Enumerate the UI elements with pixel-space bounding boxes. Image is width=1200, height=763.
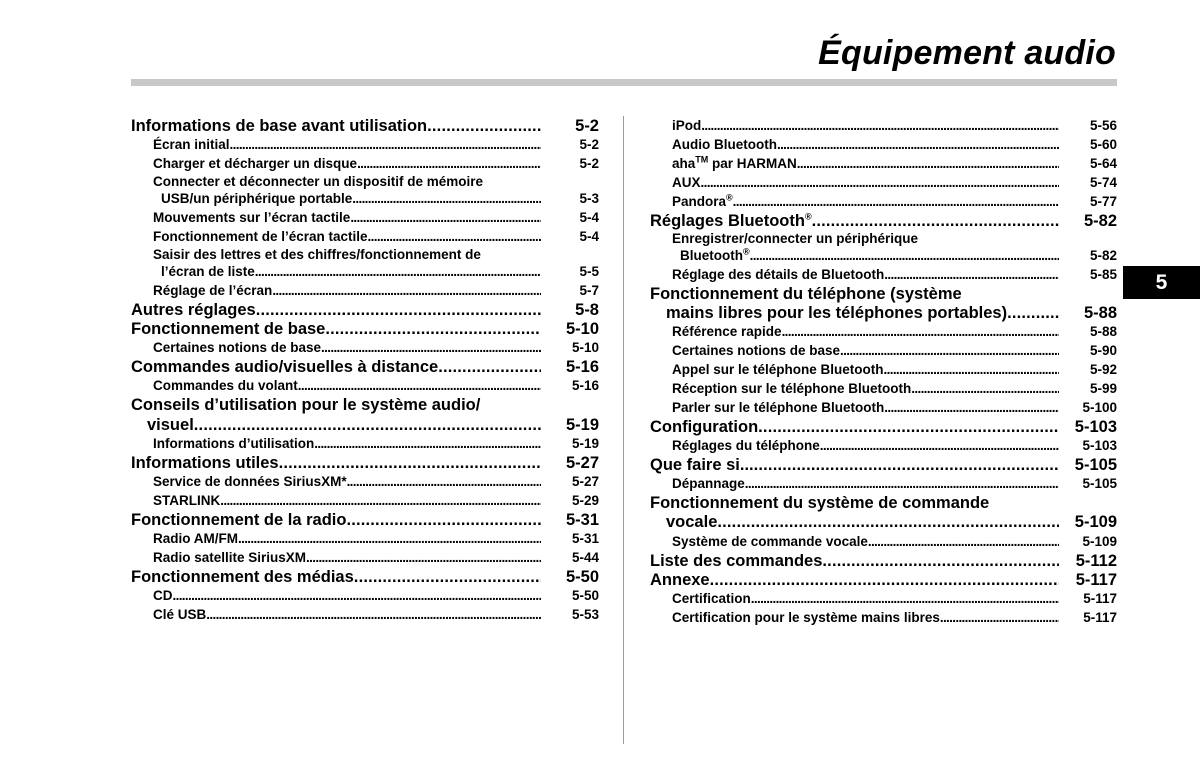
toc-entry-title [131,358,438,377]
toc-page-number: 5-3 [579,191,599,207]
dot-leader [357,155,541,174]
toc-entry-title [672,609,940,628]
toc-entry-title [153,339,321,358]
toc-entry-title [131,301,256,320]
trademark-mark: ® [804,211,812,222]
dot-leader [255,263,541,282]
toc-page-number: 5-105 [1074,455,1117,474]
toc-page-number: 5-10 [565,319,599,338]
toc-entry-title [666,513,717,532]
dot-leader [797,155,1059,174]
toc-page-number: 5-19 [565,415,599,434]
toc-entry-title-text: Audio Bluetooth [672,136,777,152]
toc-page-number: 5-29 [571,493,599,509]
dot-leader [427,117,541,136]
toc-entry-title-text: Fonctionnement de base [131,319,326,338]
chapter-tab: 5 [1123,266,1200,299]
toc-entry-title-suffix: par HARMAN [708,155,797,171]
dot-leader [347,473,541,492]
toc-entry-title-text: Radio AM/FM [153,531,238,547]
toc-page-number: 5-85 [1089,266,1117,282]
dot-leader [822,552,1059,571]
trademark-mark: ® [726,192,733,203]
toc-section-entry[interactable] [131,416,599,435]
dot-leader [733,193,1059,212]
toc-entry-title [680,247,750,266]
toc-page-number: 5-5 [579,263,599,279]
toc-entry-title [672,323,782,342]
dot-leader [368,228,541,247]
dot-leader [272,282,541,301]
toc-subsection-entry[interactable] [131,155,599,174]
toc-page-number: 5-117 [1083,610,1117,626]
toc-entry-title-text: Pandora [672,193,727,209]
toc-entry-title [672,174,701,193]
toc-page-number: 5-88 [1083,303,1117,322]
toc-page-number: 5-92 [1089,362,1117,378]
dot-leader [314,435,541,454]
toc-entry-title-text: Réglage de l’écran [153,282,273,298]
toc-entry-title-text: Réception sur le téléphone Bluetooth [672,380,912,396]
dot-leader [782,323,1059,342]
toc-entry-title-text: Référence rapide [672,324,782,340]
toc-page-number: 5-90 [1089,343,1117,359]
toc-page-number: 5-27 [565,453,599,472]
toc-entry-title [650,571,710,590]
toc-entry-title-text: Commandes audio/visuelles à distance [131,358,439,377]
toc-entry-title-text: Informations d’utilisation [153,435,315,451]
toc-entry-title-text: Certification [672,591,751,607]
dot-leader [745,475,1059,494]
toc-entry-title-text: Fonctionnement de la radio [131,510,347,529]
toc-page-number: 5-109 [1082,533,1117,549]
title-rule [131,79,1117,86]
toc-subsection-entry[interactable] [131,190,599,209]
toc-section-entry[interactable] [131,511,599,530]
toc-entry-title-text: Service de données SiriusXM* [153,474,347,490]
toc-entry-title [672,437,820,456]
dot-leader [812,212,1059,231]
toc-page-number: 5-117 [1075,570,1117,589]
toc-entry-title-text: Appel sur le téléphone Bluetooth [672,362,884,378]
toc-entry-text-line: Connecter et déconnecter un dispositif de mémoire [153,174,484,190]
toc-page-number: 5-117 [1083,591,1117,607]
toc-entry-title [131,117,427,136]
toc-subsection-entry[interactable] [650,155,1117,174]
toc-entry-title [650,552,822,571]
toc-page-number: 5-50 [565,568,599,587]
toc-subsection-entry[interactable] [131,282,599,301]
toc-entry-title [153,492,220,511]
toc-page-number: 5-2 [579,137,599,153]
toc-entry-title [153,136,230,155]
toc-entry-title [672,533,868,552]
toc-entry-title-text: Écran initial [153,137,230,153]
toc-section-entry[interactable] [131,454,599,473]
toc-subsection-entry[interactable] [650,136,1117,155]
toc-entry-title [672,117,701,136]
toc-subsection-entry[interactable] [650,266,1117,285]
toc-entry-title-text: vocale [666,513,718,532]
dot-leader [751,590,1059,609]
dot-leader [173,587,542,606]
toc-entry-text-line: Fonctionnement du téléphone (système [650,284,962,303]
dot-leader [279,454,541,473]
toc-page-number: 5-50 [571,588,599,604]
toc-entry-title-text: mains libres pour les téléphones portables) [666,303,1008,322]
toc-entry-title-text: Mouvements sur l’écran tactile [153,210,351,226]
toc-section-entry[interactable] [650,552,1117,571]
trademark-mark: TM [695,154,709,165]
toc-page-number: 5-103 [1082,438,1117,454]
toc-page-number: 5-53 [571,607,599,623]
toc-page-number: 5-4 [579,228,599,244]
toc-entry-title [153,282,272,301]
toc-entry-title [131,320,325,339]
toc-entry-title [672,193,733,212]
dot-leader [298,377,541,396]
toc-page-number: 5-60 [1089,136,1117,152]
dot-leader [206,606,541,625]
page-title: Équipement audio [818,34,1116,72]
toc-entry-title-text: Commandes du volant [153,378,298,394]
column-divider [623,116,624,744]
toc-entry-title [153,549,306,568]
toc-page-number: 5-99 [1089,380,1117,396]
toc-entry-title [153,473,347,492]
toc-entry-title-text: AUX [672,174,701,190]
toc-page-number: 5-31 [565,510,599,529]
toc-page-number: 5-31 [571,531,599,547]
toc-page-number: 5-109 [1074,513,1117,532]
toc-subsection-entry[interactable] [131,492,599,511]
toc-entry-title-text: l’écran de liste [161,263,255,279]
toc-section-entry[interactable] [650,456,1117,475]
toc-entry-title [666,304,1007,323]
toc-entry-title-text: Réglages Bluetooth [650,211,805,230]
toc-entry-title-text: Charger et décharger un disque [153,156,358,172]
dot-leader [306,549,541,568]
toc-page-number: 5-16 [571,378,599,394]
toc-entry-title [672,155,797,174]
toc-subsection-entry[interactable] [650,380,1117,399]
toc-page-number: 5-2 [575,117,599,135]
toc-page-number: 5-74 [1089,174,1117,190]
dot-leader [911,380,1059,399]
toc-page-number: 5-10 [571,340,599,356]
toc-entry-title [131,568,354,587]
toc-section-entry[interactable] [650,304,1117,323]
toc-subsection-entry[interactable] [131,530,599,549]
dot-leader [820,437,1059,456]
dot-leader [777,136,1059,155]
toc-page-number: 5-8 [575,300,599,319]
toc-page-number: 5-27 [571,474,599,490]
toc-entry-title [650,456,754,475]
dot-leader [346,511,541,530]
toc-subsection-entry[interactable] [131,435,599,454]
toc-section-entry[interactable] [131,320,599,339]
toc-entry-title-text: CD [153,588,173,604]
toc-entry-title-text: Configuration [650,417,759,436]
toc-page-number: 5-7 [579,282,599,298]
dot-leader [220,492,541,511]
toc-entry-title-text: Que faire si... [650,455,754,474]
dot-leader [710,571,1059,590]
toc-page-number: 5-112 [1075,551,1117,570]
toc-subsection-entry[interactable] [650,247,1117,266]
toc-subsection-entry[interactable] [131,606,599,625]
toc-left-column [131,117,599,625]
dot-leader [840,342,1059,361]
toc-subsection-entry[interactable] [650,399,1117,418]
toc-entry-title-text: Réglages du téléphone [672,438,820,454]
toc-page-number: 5-100 [1082,399,1117,415]
toc-subsection-entry[interactable] [650,117,1117,136]
toc-entry-title-text: Autres réglages [131,300,256,319]
toc-entry-title-text: Certification pour le système mains libres [672,610,940,626]
dot-leader [754,456,1059,475]
dot-leader [884,266,1059,285]
toc-entry-text-line: Fonctionnement du système de commande [650,494,990,513]
toc-page-number: 5-64 [1089,155,1117,171]
dot-leader [884,361,1059,380]
toc-page-number: 5-103 [1074,417,1117,436]
toc-entry-title [153,155,357,174]
toc-entry-title [672,475,745,494]
toc-page-number: 5-88 [1089,324,1117,340]
toc-entry-title [672,380,911,399]
toc-section-entry[interactable] [650,571,1117,590]
dot-leader [758,418,1059,437]
dot-leader [321,339,541,358]
toc-entry-title-text: Clé USB [153,607,207,623]
toc-subsection-entry[interactable] [131,228,599,247]
toc-subsection-entry[interactable] [650,342,1117,361]
toc-subsection-entry[interactable] [131,339,599,358]
toc-subsection-entry[interactable] [131,587,599,606]
toc-entry-text-line: Conseils d’utilisation pour le système audio/ [131,396,481,415]
toc-entry-title-text: Fonctionnement de l’écran tactile [153,228,368,244]
toc-entry-title-text: Réglage des détails de Bluetooth [672,266,885,282]
toc-entry-title [161,190,352,209]
toc-subsection-entry[interactable] [650,193,1117,212]
toc-entry-title-text: Système de commande vocale [672,533,868,549]
toc-page-number: 5-77 [1089,193,1117,209]
toc-page-number: 5-2 [579,156,599,172]
toc-entry-title [153,606,206,625]
dot-leader [256,301,541,320]
toc-entry-title-text: iPod [672,118,702,133]
dot-leader [701,174,1059,193]
toc-entry-title-text: USB/un périphérique portable [161,191,353,207]
toc-page-number: 5-56 [1089,118,1117,133]
toc-entry-title-text: Informations de base avant utilisation [131,117,428,135]
toc-page-number: 5-4 [579,210,599,226]
toc-entry-title [672,399,884,418]
toc-entry-text-line: Saisir des lettres et des chiffres/fonctionnement de [153,246,481,262]
toc-section-entry[interactable] [131,301,599,320]
toc-entry-title-text: Fonctionnement des médias [131,568,354,587]
toc-section-entry[interactable] [131,358,599,377]
toc-entry-title-text: Radio satellite SiriusXM [153,550,307,566]
toc-entry-title-text: Liste des commandes [650,551,823,570]
toc-entry-title [153,587,173,606]
toc-entry-title [672,342,840,361]
toc-entry-text-line: Enregistrer/connecter un périphérique [672,230,919,246]
dot-leader [352,190,541,209]
toc-page-number: 5-105 [1082,476,1117,492]
toc-entry-title-text: STARLINK [153,493,221,509]
toc-subsection-entry[interactable] [131,377,599,396]
toc-entry-title [153,530,238,549]
toc-entry-title [672,590,751,609]
toc-subsection-entry[interactable] [131,209,599,228]
dot-leader [238,530,541,549]
toc-entry-title-text: Certaines notions de base [672,343,841,359]
toc-entry-title [131,454,279,473]
toc-entry-title-text: Bluetooth [680,247,743,263]
toc-entry-title [153,228,368,247]
trademark-mark: ® [743,246,750,257]
toc-subsection-entry[interactable] [650,609,1117,628]
toc-entry-title [650,212,812,231]
toc-entry-title [153,209,350,228]
toc-subsection-entry[interactable] [650,174,1117,193]
dot-leader [940,609,1059,628]
toc-subsection-entry[interactable] [131,549,599,568]
toc-section-entry[interactable] [650,212,1117,231]
toc-entry-title-text: Certaines notions de base [153,340,322,356]
toc-section-entry[interactable] [131,568,599,587]
dot-leader [350,209,541,228]
toc-entry-title-text: Parler sur le téléphone Bluetooth [672,399,885,415]
toc-entry-title-text: visuel [147,415,194,434]
toc-subsection-entry[interactable] [131,263,599,282]
toc-page-number: 5-82 [1089,247,1117,263]
dot-leader [325,320,541,339]
toc-entry-title [672,136,777,155]
dot-leader [701,117,1059,136]
dot-leader [230,136,541,155]
toc-subsection-entry[interactable] [650,323,1117,342]
toc-subsection-entry[interactable] [131,136,599,155]
dot-leader [1007,304,1059,323]
toc-section-entry[interactable] [650,513,1117,532]
dot-leader [438,358,541,377]
toc-section-entry[interactable] [131,117,599,136]
toc-entry-title-text: aha [672,155,696,171]
toc-entry-title [161,263,255,282]
toc-subsection-entry[interactable] [650,533,1117,552]
toc-entry-title [650,418,758,437]
toc-entry-title [153,377,298,396]
dot-leader [717,513,1059,532]
toc-subsection-entry[interactable] [650,361,1117,380]
toc-entry-title-text: Annexe [650,570,710,589]
toc-subsection-entry[interactable] [131,473,599,492]
toc-subsection-entry[interactable] [650,590,1117,609]
toc-entry-title [147,416,194,435]
toc-entry-title [672,361,884,380]
toc-right-column [650,117,1117,628]
dot-leader [354,568,541,587]
toc-page-number: 5-19 [571,435,599,451]
toc-subsection-entry[interactable] [650,475,1117,494]
toc-page-number: 5-82 [1083,211,1117,230]
dot-leader [868,533,1059,552]
toc-entry-title [153,435,314,454]
dot-leader [750,247,1059,266]
toc-page-number: 5-44 [571,550,599,566]
dot-leader [884,399,1059,418]
toc-entry-title-text: Informations utiles [131,453,279,472]
toc-entry-title-text: Dépannage [672,476,745,492]
toc-entry-title [672,266,884,285]
dot-leader [194,416,541,435]
toc-section-entry[interactable] [650,418,1117,437]
toc-subsection-entry[interactable] [650,437,1117,456]
toc-entry-title [131,511,346,530]
toc-page-number: 5-16 [565,358,599,377]
